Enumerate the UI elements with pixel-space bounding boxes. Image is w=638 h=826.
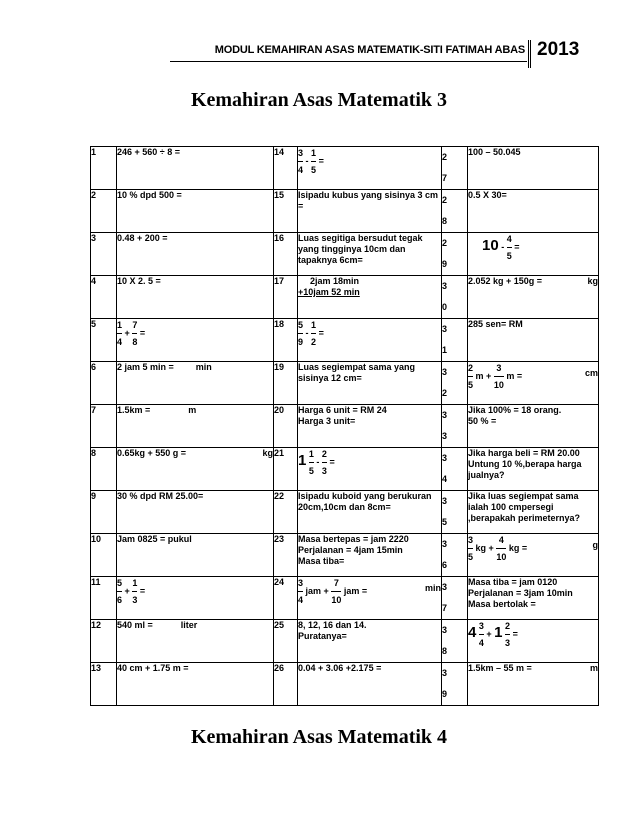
table-row	[91, 663, 599, 706]
question-cell: 10 % dpd 500 =	[117, 190, 274, 233]
fraction: $\frac{1}{2}$	[311, 320, 317, 347]
question-cell: 10 X 2. 5 =	[117, 276, 274, 319]
page-header	[170, 38, 598, 68]
question-cell: 4 $\frac{3}{4}$ + 1 $\frac{2}{3}$ =	[468, 620, 599, 663]
question-number: 3	[91, 233, 117, 276]
table-row	[91, 276, 599, 319]
question-cell: Isipadu kuboid yang berukuran 20cm,10cm dan 8cm=	[298, 491, 442, 534]
question-number: 2	[91, 190, 117, 233]
question-cell: 246 + 560 ÷ 8 =	[117, 147, 274, 190]
section-title-bottom: Kemahiran Asas Matematik 4	[190, 726, 448, 748]
fraction: $\frac{4}{5}$	[506, 234, 512, 261]
question-number: 2 9	[442, 233, 468, 276]
header-year: 2013	[537, 39, 580, 60]
fraction: $\frac{3}{4}$	[298, 148, 304, 175]
question-number: 25	[274, 620, 298, 663]
fraction: $\frac{2}{5}$	[468, 363, 474, 390]
table-row	[91, 491, 599, 534]
question-number: 2 8	[442, 190, 468, 233]
fraction: $\frac{3}{5}$	[468, 535, 474, 562]
question-number: 3 5	[442, 491, 468, 534]
header-title: MODUL KEMAHIRAN ASAS MATEMATIK-SITI FATIMAH ABAS	[214, 44, 525, 56]
question-number: 18	[274, 319, 298, 362]
question-number: 2 7	[442, 147, 468, 190]
question-cell: Masa bertepas = jam 2220 Perjalanan = 4jam 15min Masa tiba=	[298, 534, 442, 577]
question-number: 12	[91, 620, 117, 663]
question-cell: 10 - $\frac{4}{5}$ =	[468, 233, 599, 276]
question-cell: Luas segiempat sama yang sisinya 12 cm=	[298, 362, 442, 405]
question-number: 1	[91, 147, 117, 190]
question-cell: $\frac{1}{4}$ + $\frac{7}{8}$ =	[117, 319, 274, 362]
fraction: $\frac{1}{5}$	[311, 148, 317, 175]
table-row	[91, 405, 599, 448]
question-cell: 540 ml = liter	[117, 620, 274, 663]
question-number: 16	[274, 233, 298, 276]
header-divider	[528, 40, 531, 68]
header-rule	[170, 61, 527, 62]
table-row	[91, 190, 599, 233]
question-number: 3 6	[442, 534, 468, 577]
question-number: 23	[274, 534, 298, 577]
question-number: 11	[91, 577, 117, 620]
fraction: $\frac{3}{10}$	[493, 363, 504, 390]
question-cell: $\frac{3}{5}$ kg + $\frac{4}{10}$ kg = g	[468, 534, 599, 577]
question-cell: $\frac{3}{4}$ jam + $\frac{7}{10}$ jam = min	[298, 577, 442, 620]
question-cell: 1.5km = m	[117, 405, 274, 448]
question-cell: $\frac{2}{5}$ m + $\frac{3}{10}$ m = cm	[468, 362, 599, 405]
table-row	[91, 620, 599, 663]
question-number: 8	[91, 448, 117, 491]
question-cell: 30 % dpd RM 25.00=	[117, 491, 274, 534]
question-number: 20	[274, 405, 298, 448]
fraction: $\frac{5}{9}$	[298, 320, 304, 347]
question-number: 4	[91, 276, 117, 319]
question-number: 17	[274, 276, 298, 319]
fraction: $\frac{1}{3}$	[132, 578, 138, 605]
question-number: 19	[274, 362, 298, 405]
question-cell: 40 cm + 1.75 m =	[117, 663, 274, 706]
question-cell: 2.052 kg + 150g = kg	[468, 276, 599, 319]
question-number: 3 7	[442, 577, 468, 620]
question-cell: Isipadu kubus yang sisinya 3 cm =	[298, 190, 442, 233]
question-cell: 0.65kg + 550 g = kg	[117, 448, 274, 491]
question-number: 9	[91, 491, 117, 534]
question-number: 22	[274, 491, 298, 534]
fraction: $\frac{7}{10}$	[331, 578, 342, 605]
table-row	[91, 577, 599, 620]
question-cell: Jika luas segiempat sama ialah 100 cmpersegi ,berapakah perimeternya?	[468, 491, 599, 534]
question-number: 26	[274, 663, 298, 706]
question-cell: Jika 100% = 18 orang. 50 % =	[468, 405, 599, 448]
fraction: $\frac{7}{8}$	[132, 320, 138, 347]
question-cell: 8, 12, 16 dan 14. Puratanya=	[298, 620, 442, 663]
question-cell: Jika harga beli = RM 20.00 Untung 10 %,berapa harga jualnya?	[468, 448, 599, 491]
question-cell: 2 jam 5 min = min	[117, 362, 274, 405]
table-row	[91, 233, 599, 276]
question-table	[90, 146, 599, 706]
fraction: $\frac{2}{3}$	[505, 621, 511, 648]
question-number: 7	[91, 405, 117, 448]
question-number: 24	[274, 577, 298, 620]
table-row	[91, 362, 599, 405]
question-cell: 0.5 X 30=	[468, 190, 599, 233]
question-number: 21	[274, 448, 298, 491]
question-number: 14	[274, 147, 298, 190]
question-number: 5	[91, 319, 117, 362]
section-title-top: Kemahiran Asas Matematik 3	[190, 89, 448, 111]
question-cell: 0.04 + 3.06 +2.175 =	[298, 663, 442, 706]
table-row	[91, 448, 599, 491]
question-cell: $\frac{5}{9}$ - $\frac{1}{2}$ =	[298, 319, 442, 362]
question-number: 3 4	[442, 448, 468, 491]
fraction: $\frac{4}{10}$	[496, 535, 507, 562]
fraction: $\frac{5}{6}$	[117, 578, 123, 605]
question-number: 13	[91, 663, 117, 706]
question-cell: $\frac{3}{4}$ - $\frac{1}{5}$ =	[298, 147, 442, 190]
question-number: 15	[274, 190, 298, 233]
question-number: 6	[91, 362, 117, 405]
table-row	[91, 147, 599, 190]
question-number: 10	[91, 534, 117, 577]
fraction: $\frac{1}{4}$	[117, 320, 123, 347]
question-cell: 1 $\frac{1}{5}$ - $\frac{2}{3}$ =	[298, 448, 442, 491]
question-cell: $\frac{5}{6}$ + $\frac{1}{3}$ =	[117, 577, 274, 620]
question-number: 3 3	[442, 405, 468, 448]
fraction: $\frac{1}{5}$	[308, 449, 314, 476]
question-number: 3 9	[442, 663, 468, 706]
question-cell: Jam 0825 = pukul	[117, 534, 274, 577]
question-number: 3 1	[442, 319, 468, 362]
table-row	[91, 534, 599, 577]
question-cell: 1.5km – 55 m = m	[468, 663, 599, 706]
table-row	[91, 319, 599, 362]
question-number: 3 2	[442, 362, 468, 405]
question-cell: 0.48 + 200 =	[117, 233, 274, 276]
fraction: $\frac{2}{3}$	[321, 449, 327, 476]
question-cell: Luas segitiga bersudut tegak yang tingginya 10cm dan tapaknya 6cm=	[298, 233, 442, 276]
question-cell: 100 – 50.045	[468, 147, 599, 190]
question-cell: 2jam 18min +10jam 52 min	[298, 276, 442, 319]
question-number: 3 8	[442, 620, 468, 663]
question-cell: Harga 6 unit = RM 24 Harga 3 unit=	[298, 405, 442, 448]
question-cell: 285 sen= RM	[468, 319, 599, 362]
fraction: $\frac{3}{4}$	[298, 578, 304, 605]
question-number: 3 0	[442, 276, 468, 319]
question-cell: Masa tiba = jam 0120 Perjalanan = 3jam 10min Masa bertolak =	[468, 577, 599, 620]
fraction: $\frac{3}{4}$	[478, 621, 484, 648]
